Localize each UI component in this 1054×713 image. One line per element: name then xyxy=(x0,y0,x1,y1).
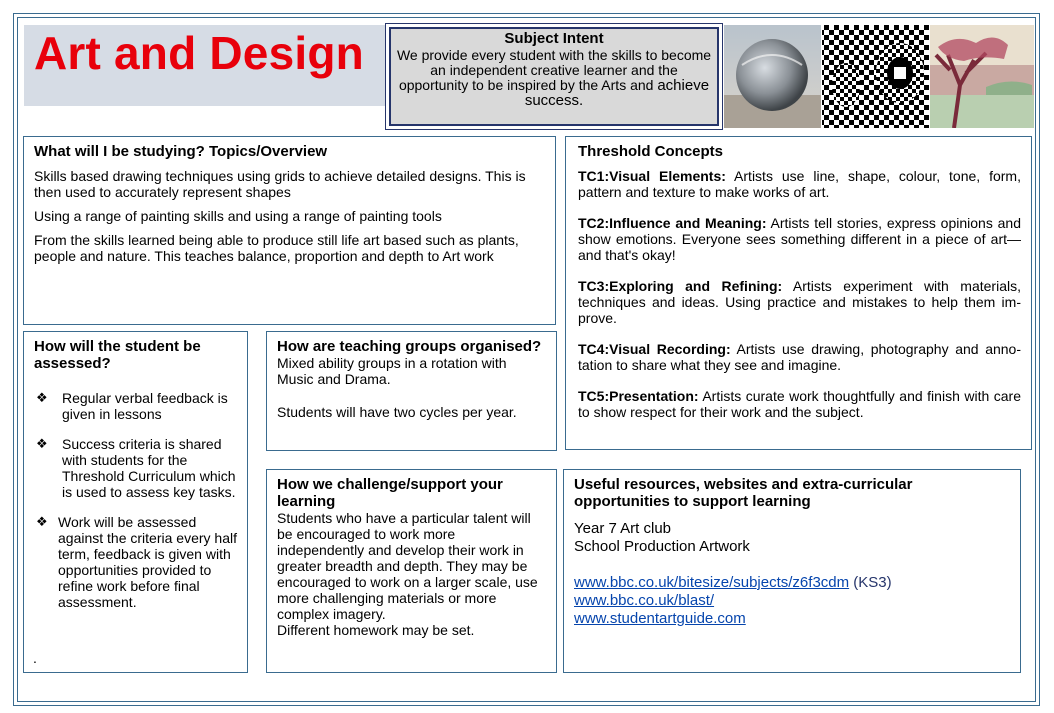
subject-intent-text-end: achieve success. xyxy=(524,77,710,109)
threshold-concept-item xyxy=(578,278,1021,326)
resource-line: Year 7 Art club xyxy=(574,520,672,537)
teaching-groups-paragraph: Mixed ability groups in a rotation with Music and Drama. xyxy=(277,355,507,387)
subject-intent-heading: Subject Intent xyxy=(504,30,604,47)
threshold-concept-item xyxy=(578,388,1021,420)
spacer xyxy=(574,510,1010,520)
list-item xyxy=(34,514,237,610)
challenge-support-panel xyxy=(266,469,557,673)
topics-overview-heading: What will I be studying? Topics/Overview xyxy=(34,143,328,160)
threshold-concept-label: TC2:Influence and Meaning: xyxy=(578,215,767,231)
threshold-concept-item xyxy=(578,215,1021,263)
diamond-bullet-icon: ❖ xyxy=(36,514,48,529)
challenge-support-heading: How we challenge/support your learning xyxy=(277,476,503,510)
threshold-concept-text: Artists experiment with materials, techniques and ideas. Using practice and mistakes to help them im-prove. xyxy=(578,278,1021,326)
bitesize-link[interactable]: www.bbc.co.uk/bitesize/subjects/z6f3cdm xyxy=(574,574,850,591)
assessment-item-text: Work will be assessed against the criteria every half term, feedback is given with opportunities provided to refine work before final assessment. xyxy=(58,514,237,610)
threshold-concepts-heading: Threshold Concepts xyxy=(578,143,724,160)
header-artwork-images xyxy=(724,25,1034,128)
topics-paragraph: From the skills learned being able to produce still life art based such as plants, people and nature. This teaches balance, proportion and depth to Art work xyxy=(34,232,519,264)
teaching-groups-panel xyxy=(266,331,557,451)
threshold-concept-text: Artists use drawing, photography and anno-tation to share what they see and imagine. xyxy=(578,341,1021,373)
link-suffix: (KS3) xyxy=(849,574,892,591)
topics-overview-panel xyxy=(23,136,556,325)
diamond-bullet-icon: ❖ xyxy=(36,390,48,405)
resource-link-row xyxy=(574,574,1010,592)
studentartguide-link[interactable]: www.studentartguide.com xyxy=(574,610,746,627)
assessment-item-text: Success criteria is shared with students for the Threshold Curriculum which is used to assess key tasks. xyxy=(62,436,236,500)
assessment-panel xyxy=(23,331,248,673)
trailing-period: . xyxy=(33,650,37,666)
resource-line: School Production Artwork xyxy=(574,538,750,555)
subject-intent-box xyxy=(389,27,719,126)
assessment-item-text: Regular verbal feedback is given in lessons xyxy=(62,390,228,422)
list-item xyxy=(34,436,237,500)
threshold-concept-text: Artists use line, shape, colour, tone, form, pattern and texture to make works of art. xyxy=(578,168,1021,200)
resource-link-row xyxy=(574,610,1010,628)
diamond-bullet-icon: ❖ xyxy=(36,436,48,451)
threshold-concept-text: Artists curate work thoughtfully and finish with care to show respect for their work and the subject. xyxy=(578,388,1021,420)
threshold-concept-text: Artists tell stories, express opinions and show emotions. Everyone sees something different in a piece of art—and that's okay! xyxy=(578,215,1021,263)
landscape-tree-image xyxy=(930,25,1034,128)
page-title: Art and Design xyxy=(34,27,364,79)
teaching-groups-paragraph: Students will have two cycles per year. xyxy=(277,404,517,420)
teaching-groups-heading: How are teaching groups organised? xyxy=(277,338,542,355)
op-art-checkerboard-image xyxy=(822,25,929,128)
topics-paragraph: Using a range of painting skills and using a range of painting tools xyxy=(34,208,442,224)
threshold-concepts-panel xyxy=(565,136,1032,450)
topics-paragraph: Skills based drawing techniques using grids to achieve detailed designs. This is then used to accurately represent shapes xyxy=(34,168,526,200)
useful-resources-panel xyxy=(563,469,1021,673)
threshold-concept-label: TC4:Visual Recording: xyxy=(578,341,731,357)
list-item xyxy=(34,390,237,422)
assessment-list xyxy=(34,390,237,610)
resource-link-row xyxy=(574,592,1010,610)
threshold-concept-item xyxy=(578,168,1021,200)
challenge-support-text: Students who have a particular talent will be encouraged to work more independently and develop their work in greater breadth and depth. They may be encouraged to work on a larger scale, use more challenging materials or more complex imagery. xyxy=(277,510,538,622)
blast-link[interactable]: www.bbc.co.uk/blast/ xyxy=(574,592,715,609)
spacer xyxy=(574,556,1010,574)
subject-intent-text: We provide every student with the skills to become an independent creative learner and the opportunity to be inspired by the Arts and xyxy=(396,47,712,93)
reflective-sphere-image xyxy=(724,25,821,128)
threshold-concept-label: TC3:Exploring and Refining: xyxy=(578,278,783,294)
threshold-concept-item xyxy=(578,341,1021,373)
threshold-concept-label: TC5:Presentation: xyxy=(578,388,699,404)
threshold-concept-label: TC1:Visual Elements: xyxy=(578,168,726,184)
assessment-heading: How will the student be assessed? xyxy=(34,338,201,372)
useful-resources-heading: Useful resources, websites and extra-curricular opportunities to support learning xyxy=(574,476,913,510)
challenge-support-text-2: Different homework may be set. xyxy=(277,622,475,638)
